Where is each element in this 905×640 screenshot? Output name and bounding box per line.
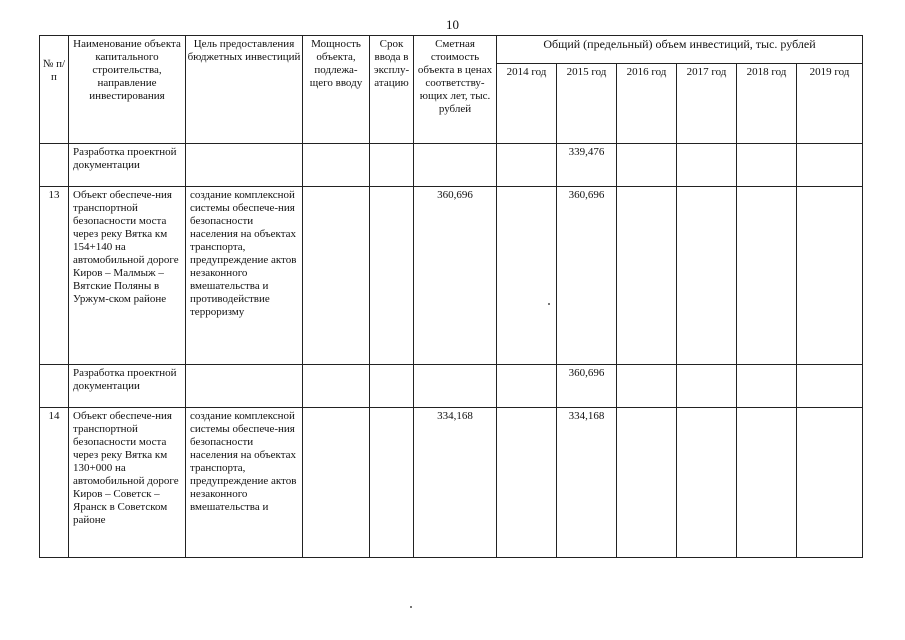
row-year-2019	[797, 408, 863, 558]
row-year-2019	[797, 144, 863, 187]
header-year-2015: 2015 год	[557, 64, 617, 144]
row-num: 14	[40, 408, 69, 558]
row-cost: 360,696	[414, 187, 497, 365]
row-name: Объект обеспече-ния транспортной безопасности моста через реку Вятка км 130+000 на автомобильной дороге Киров – Советск – Яранск в Советском районе	[69, 408, 186, 558]
row-num	[40, 365, 69, 408]
row-capacity	[303, 144, 370, 187]
row-goal	[186, 365, 303, 408]
row-num	[40, 144, 69, 187]
row-year-2019	[797, 187, 863, 365]
table-row	[40, 365, 863, 408]
row-year-2015: 360,696	[557, 187, 617, 365]
scan-speck	[410, 606, 412, 608]
row-year-2017	[677, 187, 737, 365]
row-name: Разработка проектной документации	[69, 365, 186, 408]
header-term: Срок ввода в эксплу-атацию	[370, 36, 414, 144]
header-total-volume: Общий (предельный) объем инвестиций, тыс. рублей	[497, 36, 863, 64]
row-year-2019	[797, 365, 863, 408]
row-capacity	[303, 408, 370, 558]
row-year-2018	[737, 408, 797, 558]
row-capacity	[303, 187, 370, 365]
investment-table	[39, 35, 863, 558]
header-year-2016: 2016 год	[617, 64, 677, 144]
row-cost	[414, 365, 497, 408]
page-number: 10	[446, 17, 459, 32]
header-year-2018: 2018 год	[737, 64, 797, 144]
scan-speck	[548, 303, 550, 305]
header-goal: Цель предоставления бюджетных инвестиций	[186, 36, 303, 144]
row-cost: 334,168	[414, 408, 497, 558]
row-capacity	[303, 365, 370, 408]
row-cost	[414, 144, 497, 187]
row-goal: создание комплексной системы обеспече-ния безопасности населения на объектах транспорта, предупреждение актов незаконного вмешательства и противодействие терроризму	[186, 187, 303, 365]
row-year-2018	[737, 187, 797, 365]
row-year-2018	[737, 365, 797, 408]
row-year-2016	[617, 187, 677, 365]
row-year-2014	[497, 408, 557, 558]
row-year-2017	[677, 365, 737, 408]
row-num: 13	[40, 187, 69, 365]
row-year-2018	[737, 144, 797, 187]
row-name: Разработка проектной документации	[69, 144, 186, 187]
header-year-2014: 2014 год	[497, 64, 557, 144]
row-year-2016	[617, 144, 677, 187]
row-term	[370, 365, 414, 408]
header-capacity: Мощность объекта, подлежа-щего вводу	[303, 36, 370, 144]
row-goal	[186, 144, 303, 187]
row-goal: создание комплексной системы обеспече-ния безопасности населения на объектах транспорта, предупреждение актов незаконного вмешательства и	[186, 408, 303, 558]
row-name: Объект обеспече-ния транспортной безопасности моста через реку Вятка км 154+140 на автомобильной дороге Киров – Малмыж – Вятские Поляны в Уржум-ском районе	[69, 187, 186, 365]
header-row-1	[40, 36, 863, 64]
row-year-2015: 360,696	[557, 365, 617, 408]
header-num: № п/п	[40, 36, 69, 144]
row-year-2017	[677, 144, 737, 187]
row-term	[370, 187, 414, 365]
row-year-2014	[497, 365, 557, 408]
table-row	[40, 187, 863, 365]
row-year-2016	[617, 408, 677, 558]
header-year-2019: 2019 год	[797, 64, 863, 144]
header-year-2017: 2017 год	[677, 64, 737, 144]
row-year-2015: 334,168	[557, 408, 617, 558]
row-year-2017	[677, 408, 737, 558]
row-year-2015: 339,476	[557, 144, 617, 187]
row-year-2016	[617, 365, 677, 408]
row-term	[370, 144, 414, 187]
row-year-2014	[497, 144, 557, 187]
header-name: Наименование объекта капитального строительства, направление инвестирования	[69, 36, 186, 144]
header-cost: Сметная стоимость объекта в ценах соответству-ющих лет, тыс. рублей	[414, 36, 497, 144]
row-term	[370, 408, 414, 558]
row-year-2014	[497, 187, 557, 365]
table-row	[40, 408, 863, 558]
table-row	[40, 144, 863, 187]
